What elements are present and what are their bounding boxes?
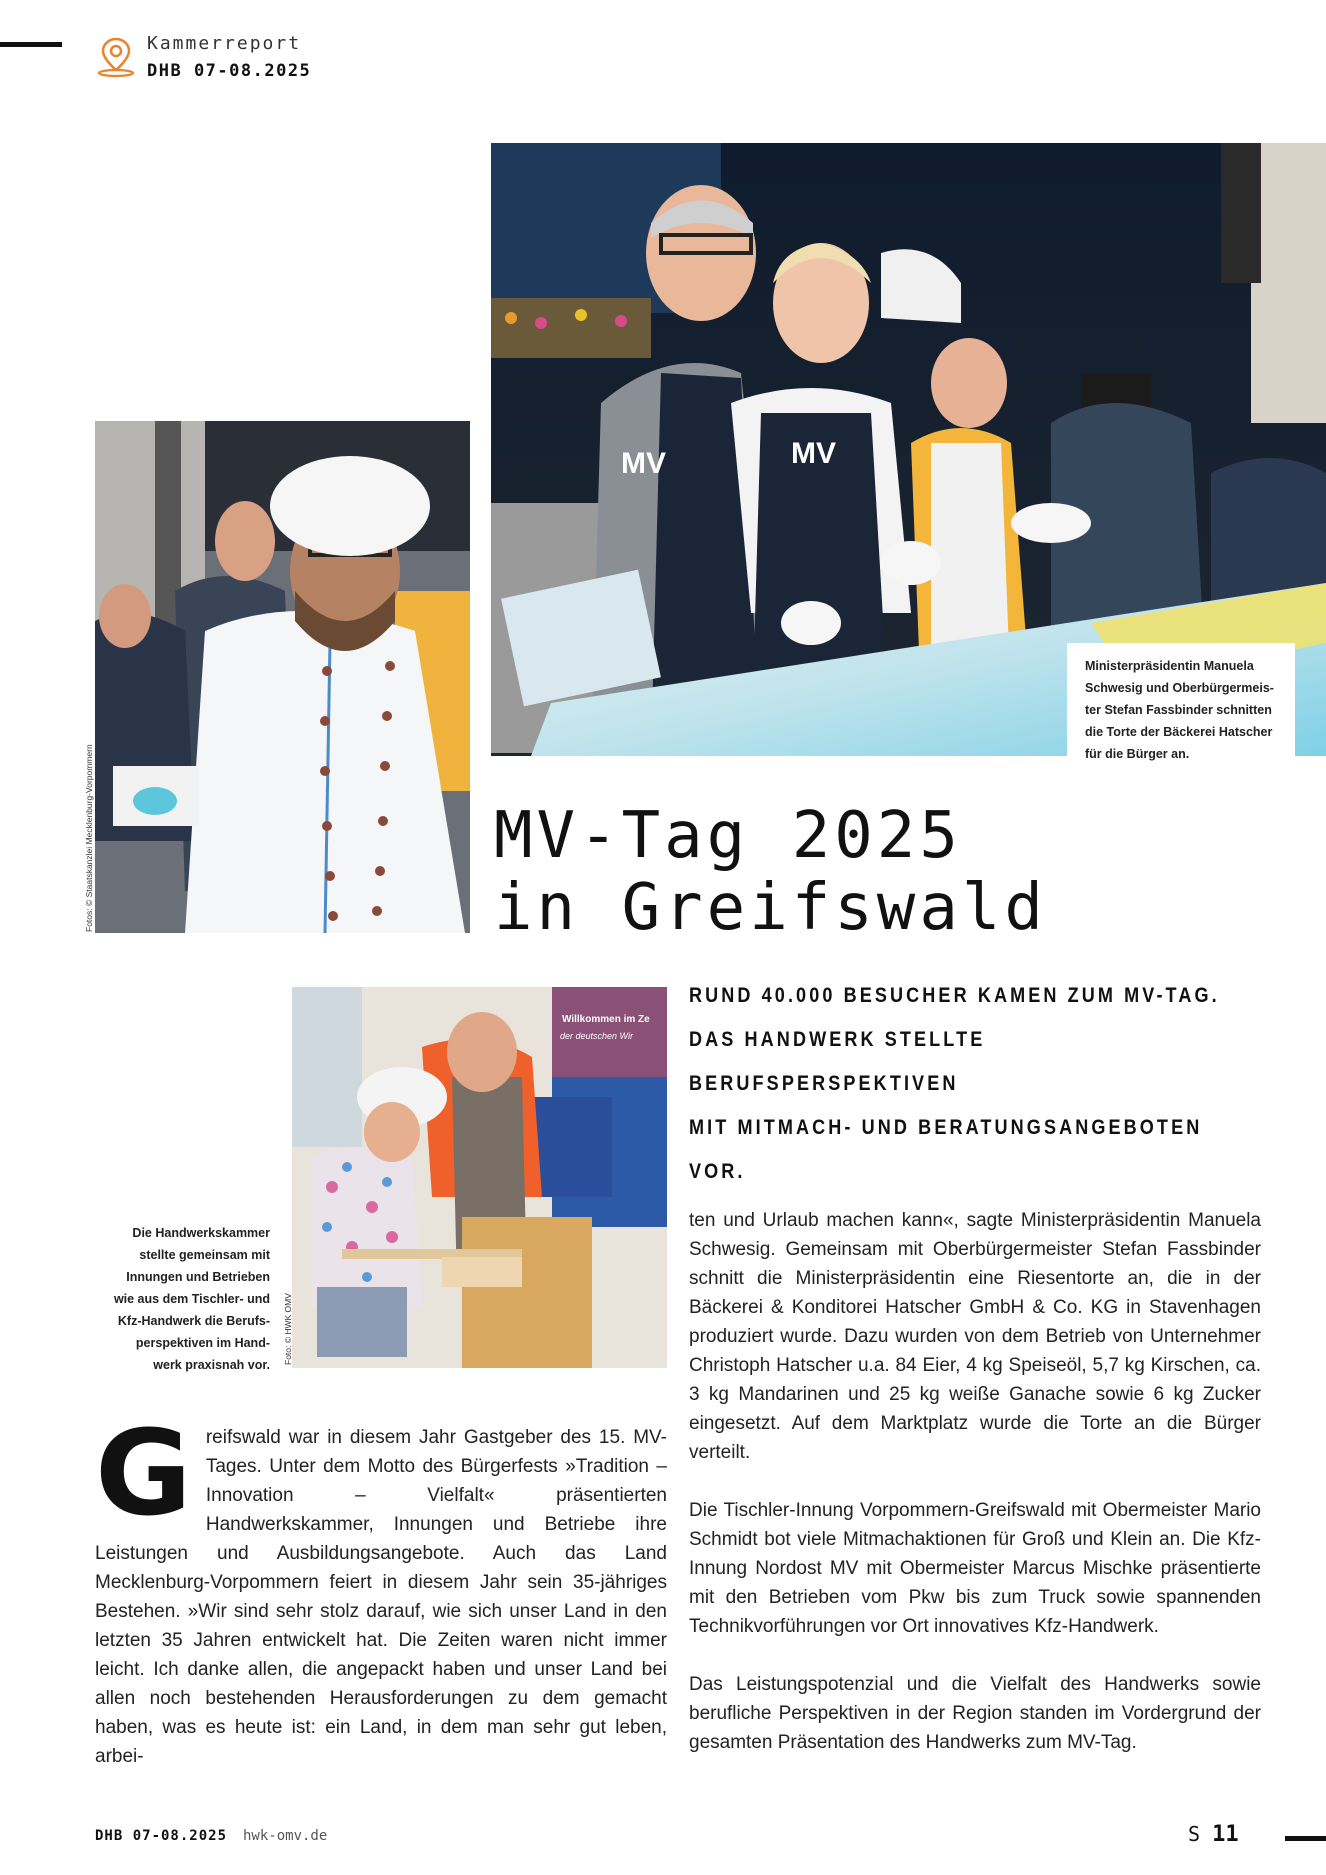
footer-rule-right: [1285, 1836, 1326, 1841]
lead-line: MIT MITMACH- UND BERATUNGSANGEBOTEN VOR.: [689, 1116, 1203, 1183]
page-prefix: S: [1188, 1822, 1201, 1846]
header-rule-left: [0, 42, 62, 47]
caption-line: Kfz-Handwerk die Berufs-: [117, 1314, 270, 1328]
footer-url[interactable]: hwk-omv.de: [243, 1828, 328, 1844]
caption-line: werk praxisnah vor.: [153, 1358, 270, 1372]
paragraph: Das Leistungspotenzial und die Vielfalt des Handwerks sowie berufliche Perspektiven in der Region standen im Vordergrund der gesamten Präsentation des Handwerks zum MV-Tag.: [689, 1674, 1261, 1753]
caption-line: ter Stefan Fassbinder schnitten: [1085, 703, 1272, 717]
article-title: [494, 800, 1047, 944]
caption-line: stellte gemeinsam mit: [139, 1248, 270, 1262]
caption-line: Innungen und Betrieben: [126, 1270, 270, 1284]
photo-credit-workshop: Foto: © HWK OMV: [283, 1293, 293, 1365]
lead-line: RUND 40.000 BESUCHER KAMEN ZUM MV-TAG.: [689, 984, 1220, 1007]
caption-line: wie aus dem Tischler- und: [113, 1292, 270, 1306]
location-pin-icon: [97, 36, 135, 78]
dropcap: G: [95, 1404, 192, 1542]
paragraph: ten und Urlaub machen kann«, sagte Ministerpräsidentin Manuela Schwesig. Gemeinsam mit Oberbürgermeister Stefan Fassbinder schnitt die Ministerpräsidentin eine Riesentorte an, die in der Bäckerei & Konditorei Hatscher GmbH & Co. KG in Stavenhagen produziert wurde. Dazu wurden von dem Betrieb von Unternehmer Christoph Hatscher u.a. 84 Eier, 4 kg Speiseöl, 5,7 kg Kirschen, ca. 3 kg Mandarinen und 25 kg weiße Ganache sowie 6 kg Zucker eingesetzt. Auf dem Marktplatz wurde die Torte an die Bürger verteilt.: [689, 1210, 1261, 1463]
caption-line: die Torte der Bäckerei Hatscher: [1085, 725, 1273, 739]
section-label: Kammerreport: [147, 33, 302, 54]
photo-credit-left: Fotos: © Staatskanzlei Mecklenburg-Vorpommern: [84, 744, 94, 932]
caption-line: Ministerpräsidentin Manuela: [1085, 659, 1254, 673]
svg-text:MV: MV: [791, 437, 836, 470]
svg-text:MV: MV: [621, 447, 666, 480]
caption-line: für die Bürger an.: [1085, 747, 1190, 761]
paragraph: Die Tischler-Innung Vorpommern-Greifswald mit Obermeister Mario Schmidt bot viele Mitmachaktionen für Groß und Klein an. Die Kfz-Innung Nordost MV mit Obermeister Marcus Mischke präsentierte mit den Betrieben vom Pkw bis zum Truck sowie spannenden Technikvorführungen vor Ort innovatives Kfz-Handwerk.: [689, 1500, 1261, 1637]
caption-line: perspektiven im Hand-: [135, 1336, 270, 1350]
article-lead: [689, 974, 1222, 1194]
title-line-1: MV-Tag 2025: [494, 799, 962, 873]
article-column-2: [689, 1206, 1261, 1786]
issue-label: DHB 07-08.2025: [147, 61, 312, 81]
title-line-2: in Greifswald: [494, 871, 1047, 945]
caption-line: Schwesig und Oberbürgermeis-: [1085, 681, 1274, 695]
svg-text:der deutschen Wir: der deutschen Wir: [560, 1031, 633, 1041]
footer-issue: DHB 07-08.2025: [95, 1828, 228, 1844]
page-number-value: 11: [1212, 1822, 1239, 1847]
lead-line: DAS HANDWERK STELLTE BERUFSPERSPEKTIVEN: [689, 1028, 986, 1095]
caption-line: Die Handwerkskammer: [132, 1226, 270, 1240]
photo-chef: [95, 421, 470, 933]
main-photo-caption: [1067, 643, 1295, 775]
article-column-1: [95, 1404, 667, 1800]
photo-workshop: [292, 987, 667, 1368]
page-number: [1188, 1822, 1239, 1847]
svg-text:Willkommen im Ze: Willkommen im Ze: [562, 1014, 650, 1025]
paragraph: reifswald war in diesem Jahr Gastgeber des 15. MV-Tages. Unter dem Motto des Bürgerfests »Tradition – Innovation – Vielfalt« präsentierten Handwerkskammer, Innungen und Betriebe ihre Leistungen und Ausbildungsangebote. Auch das Land Mecklenburg-Vorpommern feiert in diesem Jahr sein 35-jähriges Bestehen. »Wir sind sehr stolz darauf, wie sich unser Land in den letzten 35 Jahren entwickelt hat. Die Zeiten waren nicht immer leicht. Ich danke allen, die angepackt haben und unser Land bei allen noch bestehenden Herausforderungen zu dem gemacht haben, was es heute ist: ein Land, in dem man sehr gut leben, arbei-: [95, 1427, 667, 1767]
workshop-photo-caption: [80, 1222, 270, 1376]
